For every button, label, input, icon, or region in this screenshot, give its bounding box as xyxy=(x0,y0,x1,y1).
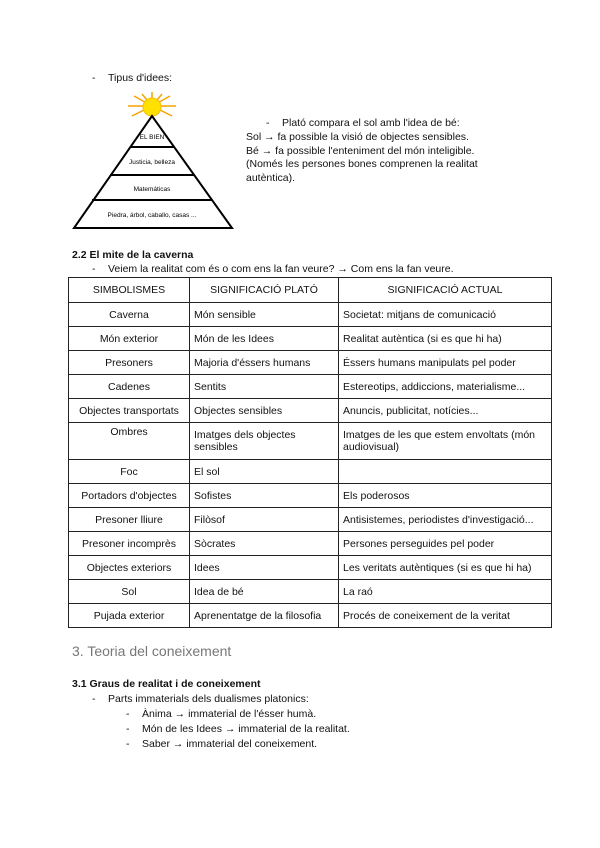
table-cell: Presoner lliure xyxy=(69,508,190,532)
table-cell: Procés de coneixement de la veritat xyxy=(339,604,552,628)
pyramid-level-2: Justicia, belleza xyxy=(129,159,175,166)
ideas-bullet xyxy=(92,72,172,84)
sol-line: (Només les persones bones comprenen la realitat xyxy=(246,158,478,170)
table-cell: Anuncis, publicitat, notícies... xyxy=(339,399,552,423)
table-cell: Cadenes xyxy=(69,375,190,399)
sol-heading xyxy=(266,117,460,129)
table-cell: Éssers humans manipulats pel poder xyxy=(339,351,552,375)
dash-marker: - xyxy=(126,708,130,720)
table-cell: Sol xyxy=(69,580,190,604)
table-header: SIGNIFICACIÓ PLATÓ xyxy=(190,278,339,303)
table-cell: Portadors d'objectes xyxy=(69,484,190,508)
table-cell: Pujada exterior xyxy=(69,604,190,628)
table-cell: Món exterior xyxy=(69,327,190,351)
dash-marker: - xyxy=(92,263,96,275)
sol-heading-text: Plató compara el sol amb l'idea de bé: xyxy=(282,117,460,129)
table-cell: Objectes exteriors xyxy=(69,556,190,580)
table-cell: Sòcrates xyxy=(190,532,339,556)
caverna-bullet xyxy=(92,263,454,275)
dualism-subbullet-text: Món de les Idees → immaterial de la realitat. xyxy=(142,723,350,735)
table-header: SIMBOLISMES xyxy=(69,278,190,303)
table-row xyxy=(69,508,552,532)
dualism-subbullet xyxy=(126,738,317,750)
dualism-bullet-text: Parts immaterials dels dualismes platonics: xyxy=(108,693,309,705)
caverna-bullet-text: Veiem la realitat com és o com ens la fan veure? → Com ens la fan veure. xyxy=(108,263,454,275)
table-cell: Idea de bé xyxy=(190,580,339,604)
dualism-bullet xyxy=(92,693,309,705)
table-cell: El sol xyxy=(190,460,339,484)
dash-marker: - xyxy=(92,693,96,705)
dualism-subbullet xyxy=(126,708,316,720)
table-header: SIGNIFICACIÓ ACTUAL xyxy=(339,278,552,303)
table-row xyxy=(69,484,552,508)
table-row xyxy=(69,399,552,423)
table-cell xyxy=(339,460,552,484)
table-cell: Majoria d'éssers humans xyxy=(190,351,339,375)
sol-line: Sol → fa possible la visió de objectes sensibles. xyxy=(246,131,469,143)
table-cell: Foc xyxy=(69,460,190,484)
table-cell: Objectes transportats xyxy=(69,399,190,423)
table-row xyxy=(69,556,552,580)
table-cell: La raó xyxy=(339,580,552,604)
dash-marker: - xyxy=(126,723,130,735)
sun-icon xyxy=(143,98,161,116)
section-3-title: 3. Teoria del coneixement xyxy=(72,643,232,659)
ideas-pyramid-figure xyxy=(70,92,240,232)
table-cell: Aprenentatge de la filosofia xyxy=(190,604,339,628)
table-header-row xyxy=(69,278,552,303)
pyramid-level-3: Matemáticas xyxy=(133,186,171,193)
table-cell: Ombres xyxy=(69,423,190,460)
table-row xyxy=(69,580,552,604)
table-cell: Imatges dels objectes sensibles xyxy=(190,423,339,460)
sol-line: Bé → fa possible l'enteniment del món inteligible. xyxy=(246,144,475,157)
table-cell: Món de les Idees xyxy=(190,327,339,351)
table-cell: Estereotips, addiccions, materialisme... xyxy=(339,375,552,399)
section-3-1-title: 3.1 Graus de realitat i de coneixement xyxy=(72,678,261,690)
dash-marker: - xyxy=(92,72,96,84)
table-cell: Sofistes xyxy=(190,484,339,508)
table-cell: Presoners xyxy=(69,351,190,375)
table-cell: Món sensible xyxy=(190,303,339,327)
table-row xyxy=(69,604,552,628)
table-row xyxy=(69,351,552,375)
ideas-bullet-text: Tipus d'idees: xyxy=(108,72,173,84)
table-row xyxy=(69,423,552,460)
table-cell: Realitat autèntica (si es que hi ha) xyxy=(339,327,552,351)
pyramid-level-4: Piedra, árbol, caballo, casas ... xyxy=(107,212,197,219)
table-cell: Caverna xyxy=(69,303,190,327)
dualism-subbullet xyxy=(126,723,350,735)
table-row xyxy=(69,532,552,556)
sol-comparison xyxy=(246,131,478,185)
table-cell: Imatges de les que estem envoltats (món audiovisual) xyxy=(339,423,552,460)
table-row xyxy=(69,375,552,399)
table-row xyxy=(69,460,552,484)
table-row xyxy=(69,303,552,327)
dash-marker: - xyxy=(126,738,130,750)
dash-marker: - xyxy=(266,117,270,129)
table-cell: Societat: mitjans de comunicació xyxy=(339,303,552,327)
symbolism-table xyxy=(68,277,552,628)
table-cell: Objectes sensibles xyxy=(190,399,339,423)
table-cell: Presoner incomprès xyxy=(69,532,190,556)
sol-line: autèntica). xyxy=(246,171,296,184)
table-cell: Les veritats autèntiques (si es que hi ha) xyxy=(339,556,552,580)
pyramid-level-1: EL BIEN xyxy=(139,134,165,141)
dualism-subbullet-text: Saber → immaterial del coneixement. xyxy=(142,738,318,750)
section-2-2-title: 2.2 El mite de la caverna xyxy=(72,249,194,261)
table-row xyxy=(69,327,552,351)
table-cell: Els poderosos xyxy=(339,484,552,508)
table-cell: Antisistemes, periodistes d'investigació... xyxy=(339,508,552,532)
dualism-subbullet-text: Ànima → immaterial de l'ésser humà. xyxy=(142,708,317,720)
table-cell: Sentits xyxy=(190,375,339,399)
table-cell: Persones perseguides pel poder xyxy=(339,532,552,556)
table-cell: Filòsof xyxy=(190,508,339,532)
table-cell: Idees xyxy=(190,556,339,580)
